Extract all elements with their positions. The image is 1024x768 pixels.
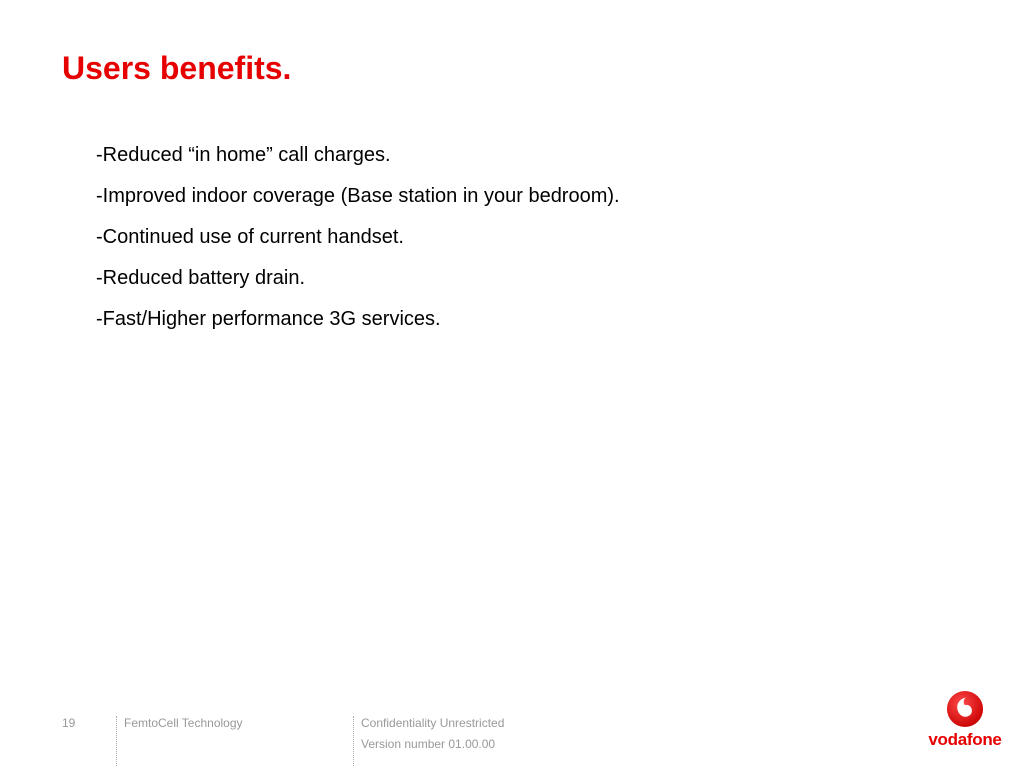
vodafone-speechmark-icon <box>946 690 984 728</box>
bullet-item: -Improved indoor coverage (Base station in your bedroom). <box>96 185 620 207</box>
page-number: 19 <box>62 716 76 730</box>
footer-version: Version number 01.00.00 <box>361 737 496 751</box>
footer-divider <box>116 716 117 766</box>
footer-confidentiality: Confidentiality Unrestricted <box>361 716 505 730</box>
footer-topic: FemtoCell Technology <box>124 716 243 730</box>
bullet-item: -Fast/Higher performance 3G services. <box>96 308 441 330</box>
slide-title: Users benefits. <box>62 50 292 86</box>
bullet-item: -Reduced “in home” call charges. <box>96 144 391 166</box>
vodafone-wordmark: vodafone <box>928 730 1002 749</box>
bullet-item: -Continued use of current handset. <box>96 226 404 248</box>
vodafone-logo <box>920 690 1010 752</box>
bullet-list <box>96 140 620 345</box>
bullet-item: -Reduced battery drain. <box>96 267 306 289</box>
footer-divider <box>353 716 354 766</box>
